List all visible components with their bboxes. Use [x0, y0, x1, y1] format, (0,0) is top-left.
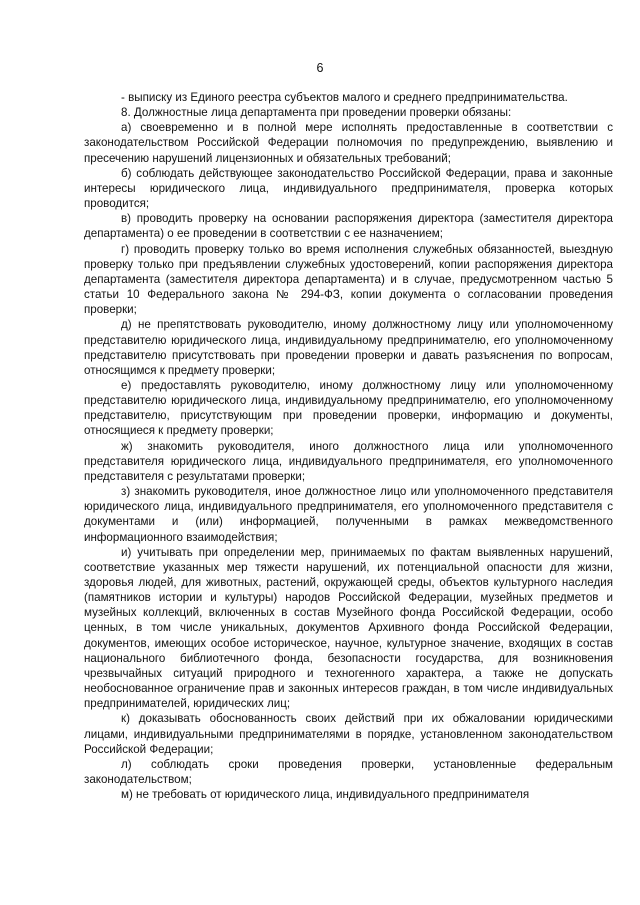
paragraph-8k: к) доказывать обоснованность своих действий при их обжаловании юридическими лицами, индивидуальными предпринимателями в порядке, установленном законодательством Российской Федерации;: [84, 712, 613, 756]
paragraph-8d: д) не препятствовать руководителю, иному должностному лицу или уполномоченному представителю юридического лица, индивидуальному предпринимателю, его уполномоченному представителю присутствовать при проведении проверки и давать разъяснения по вопросам, относящимся к предмету проверки;: [84, 318, 613, 377]
paragraph-8i: и) учитывать при определении мер, принимаемых по фактам выявленных нарушений, соответствие указанных мер тяжести нарушений, их потенциальной опасности для жизни, здоровья людей, для животных, растений, окружающей среды, объектов культурного наследия (памятников истории и культуры) народов Российской Федерации, музейных предметов и музейных коллекций, включенных в состав Музейного фонда Российской Федерации, особо ценных, в том числе уникальных, документов Архивного фонда Российской Федерации, документов, имеющих особое историческое, научное, культурное значение, входящих в состав национального библиотечного фонда, безопасности государства, для возникновения чрезвычайных ситуаций природного и техногенного характера, а также не допускать необоснованное ограничение прав и законных интересов граждан, в том числе индивидуальных предпринимателей, юридических лиц;: [84, 545, 613, 711]
paragraph-8e: е) предоставлять руководителю, иному должностному лицу или уполномоченному представителю юридического лица, индивидуальному предпринимателю, его уполномоченному представителю, присутствующим при проведении проверки, информацию и документы, относящиеся к предмету проверки;: [84, 378, 613, 438]
paragraph-8zh: ж) знакомить руководителя, иного должностного лица или уполномоченного представителя юридического лица, индивидуального предпринимателя, его уполномоченного представителя с результатами проверки;: [84, 439, 613, 483]
paragraph-extract-registry: - выписку из Единого реестра субъектов малого и среднего предпринимательства.: [121, 91, 568, 104]
paragraph-8m: м) не требовать от юридического лица, индивидуального предпринимателя: [121, 788, 530, 802]
paragraph-8v: в) проводить проверку на основании распоряжения директора (заместителя директора департамента) о ее проведении в соответствии с ее назначением;: [84, 212, 613, 241]
paragraph-8l: л) соблюдать сроки проведения проверки, установленные федеральным законодательством;: [84, 757, 613, 787]
paragraph-8-obligations-heading: 8. Должностные лица департамента при проведении проверки обязаны:: [121, 106, 512, 120]
paragraph-8b: б) соблюдать действующее законодательство Российской Федерации, права и законные интересы юридического лица, индивидуального предпринимателя, проверка которых проводится;: [84, 166, 613, 211]
paragraph-8z: з) знакомить руководителя, иное должностное лицо или уполномоченного представителя юридического лица, индивидуального предпринимателя, его уполномоченного представителя с документами и (или) информацией, полученными в рамках межведомственного информационного взаимодействия;: [84, 485, 613, 544]
page-number: 6: [316, 61, 324, 75]
paragraph-8g: г) проводить проверку только во время исполнения служебных обязанностей, выездную проверку только при предъявлении служебных удостоверений, копии распоряжения директора департамента (заместителя директора департамента) и в случае, предусмотренном частью 5 статьи 10 Федерального закона № 294-ФЗ, копии документа о согласовании проведения проверки;: [84, 242, 613, 317]
document-body: [84, 90, 613, 802]
paragraph-8a: а) своевременно и в полной мере исполнять предоставленные в соответствии с законодательством Российской Федерации полномочия по предупреждению, выявлению и пресечению нарушений лицензионных и обязательных требований;: [84, 121, 613, 165]
